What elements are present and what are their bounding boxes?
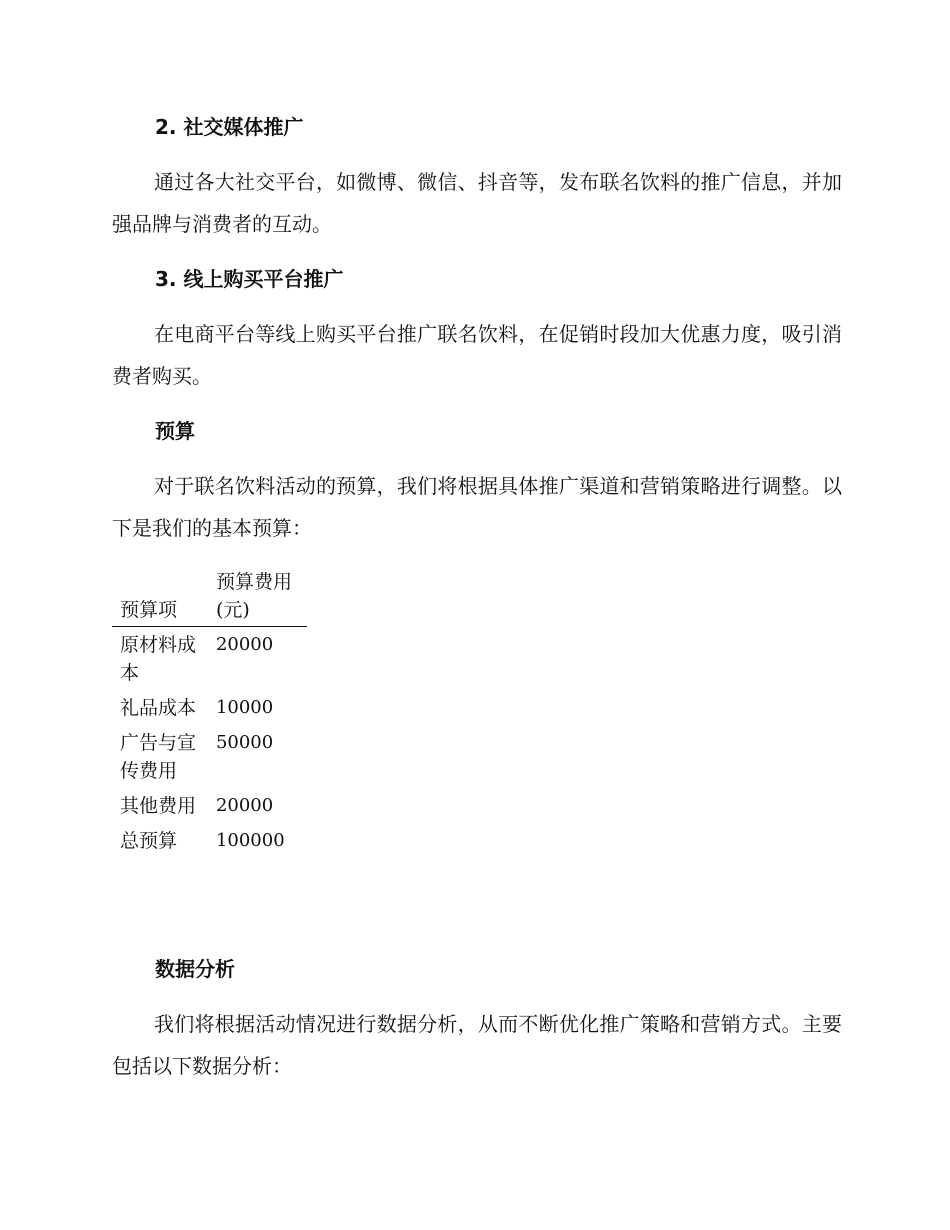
table-row — [112, 690, 307, 725]
table-row — [112, 823, 307, 858]
section-body-online-platform: 在电商平台等线上购买平台推广联名饮料，在促销时段加大优惠力度，吸引消费者购买。 — [112, 322, 842, 388]
budget-cost-cell: 20000 — [215, 795, 274, 816]
table-row — [112, 788, 307, 823]
budget-cost-cell: 20000 — [215, 634, 274, 655]
section-heading-online-platform: 3. 线上购买平台推广 — [155, 267, 344, 291]
budget-item-cell: 原材料成本 — [120, 634, 197, 684]
section-body-data-analysis: 我们将根据活动情况进行数据分析，从而不断优化推广策略和营销方式。主要包括以下数据分析： — [112, 1012, 842, 1078]
budget-item-cell: 总预算 — [120, 830, 178, 852]
budget-cost-cell: 50000 — [215, 732, 274, 753]
budget-item-cell: 广告与宣传费用 — [120, 732, 197, 782]
budget-table-header-cost: 预算费用(元) — [208, 568, 307, 627]
budget-cost-cell: 100000 — [215, 830, 285, 851]
budget-table-header-item: 预算项 — [112, 568, 208, 627]
budget-cost-cell: 10000 — [215, 697, 274, 718]
section-heading-budget: 预算 — [155, 419, 195, 443]
budget-table-header-row — [112, 568, 307, 627]
section-heading-data-analysis: 数据分析 — [155, 957, 235, 981]
budget-table — [112, 568, 307, 858]
budget-item-cell: 其他费用 — [120, 795, 197, 817]
section-heading-social-media: 2. 社交媒体推广 — [155, 115, 304, 139]
table-row — [112, 627, 307, 691]
table-row — [112, 725, 307, 788]
section-body-social-media: 通过各大社交平台，如微博、微信、抖音等，发布联名饮料的推广信息，并加强品牌与消费者的互动。 — [112, 170, 842, 236]
budget-item-cell: 礼品成本 — [120, 697, 197, 719]
section-body-budget: 对于联名饮料活动的预算，我们将根据具体推广渠道和营销策略进行调整。以下是我们的基本预算： — [112, 474, 842, 540]
